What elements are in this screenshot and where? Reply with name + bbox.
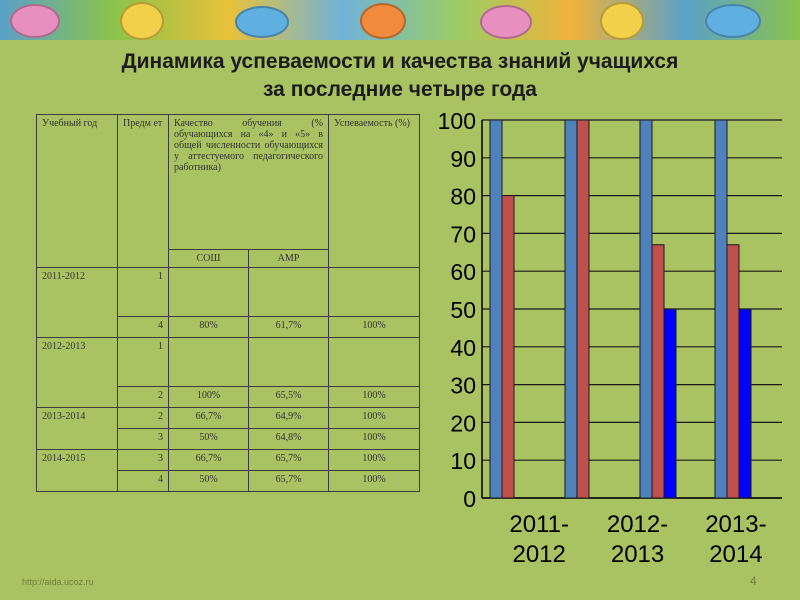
header-amr: АМР — [249, 250, 329, 268]
header-quality: Качество обучения (% обучающихся на «4» и «5» в общей численности обучающихся у аттестуемого педагогического работника) — [169, 115, 329, 250]
y-tick-label: 90 — [450, 145, 476, 172]
bar — [640, 120, 652, 498]
y-tick-label: 20 — [450, 410, 476, 437]
bar-chart — [424, 108, 794, 578]
cell-sosh — [169, 338, 249, 387]
title-line-2: за последние четыре года — [263, 78, 537, 101]
cell-amr — [249, 338, 329, 387]
egg-decoration — [600, 2, 644, 40]
cell-progress: 100% — [329, 317, 420, 338]
cell-subject: 2 — [118, 387, 169, 408]
cell-progress: 100% — [329, 450, 420, 471]
y-tick-label: 0 — [463, 486, 476, 512]
cell-sosh — [169, 268, 249, 317]
bar — [664, 309, 676, 498]
egg-decoration — [480, 5, 532, 39]
x-tick-label: 2014 — [709, 541, 763, 568]
header-subject: Предм ет — [118, 115, 169, 268]
cell-year: 2014-2015 — [37, 450, 118, 492]
bar — [715, 120, 727, 498]
egg-decoration — [120, 2, 164, 40]
egg-decoration — [705, 4, 761, 38]
cell-subject: 4 — [118, 317, 169, 338]
egg-decoration — [360, 3, 406, 39]
slide-title — [40, 48, 760, 104]
cell-sosh: 50% — [169, 429, 249, 450]
x-tick-label: 2011- — [509, 511, 569, 538]
bar — [739, 309, 751, 498]
results-table — [36, 114, 420, 492]
table-row — [37, 408, 420, 429]
bar — [652, 245, 664, 498]
cell-progress — [329, 338, 420, 387]
header-year: Учебный год — [37, 115, 118, 268]
x-tick-label: 2012 — [512, 541, 566, 568]
table-row — [37, 338, 420, 387]
cell-subject: 4 — [118, 471, 169, 492]
cell-year: 2011-2012 — [37, 268, 118, 338]
cell-progress — [329, 268, 420, 317]
cell-sosh: 66,7% — [169, 408, 249, 429]
bar — [490, 120, 502, 498]
y-tick-label: 10 — [450, 448, 476, 475]
title-line-1: Динамика успеваемости и качества знаний учащихся — [121, 50, 679, 73]
x-tick-label: 2013 — [610, 541, 665, 568]
table-row — [37, 268, 420, 317]
cell-sosh: 100% — [169, 387, 249, 408]
x-tick-label: 2013- — [705, 511, 767, 538]
egg-decoration — [10, 4, 60, 38]
header-progress: Успеваемость (%) — [329, 115, 420, 268]
x-tick-label: 2012- — [606, 511, 669, 538]
cell-subject: 3 — [118, 429, 169, 450]
y-tick-label: 40 — [450, 334, 476, 361]
table-header-row — [37, 115, 420, 250]
cell-subject: 1 — [118, 338, 169, 387]
cell-amr: 65,5% — [249, 387, 329, 408]
cell-progress: 100% — [329, 408, 420, 429]
cell-progress: 100% — [329, 471, 420, 492]
bar — [727, 245, 739, 498]
cell-amr: 64,8% — [249, 429, 329, 450]
cell-subject: 1 — [118, 268, 169, 317]
egg-decoration — [235, 6, 289, 38]
bar — [565, 120, 577, 498]
cell-year: 2013-2014 — [37, 408, 118, 450]
cell-subject: 3 — [118, 450, 169, 471]
y-tick-label: 70 — [450, 221, 476, 248]
cell-amr: 61,7% — [249, 317, 329, 338]
cell-amr: 65,7% — [249, 450, 329, 471]
page-number: 4 — [750, 574, 757, 588]
cell-sosh: 66,7% — [169, 450, 249, 471]
cell-subject: 2 — [118, 408, 169, 429]
cell-progress: 100% — [329, 429, 420, 450]
cell-amr — [249, 268, 329, 317]
bar — [577, 120, 589, 498]
y-tick-label: 100 — [437, 108, 476, 134]
decorative-banner — [0, 0, 800, 40]
cell-amr: 65,7% — [249, 471, 329, 492]
footer-url: http://aida.ucoz.ru — [22, 577, 94, 587]
cell-progress: 100% — [329, 387, 420, 408]
cell-amr: 64,9% — [249, 408, 329, 429]
cell-sosh: 80% — [169, 317, 249, 338]
y-tick-label: 30 — [450, 372, 476, 399]
y-tick-label: 80 — [450, 183, 476, 210]
y-tick-label: 50 — [450, 297, 476, 323]
bar — [502, 196, 514, 498]
cell-sosh: 50% — [169, 471, 249, 492]
cell-year: 2012-2013 — [37, 338, 118, 408]
y-tick-label: 60 — [450, 259, 476, 286]
table-row — [37, 450, 420, 471]
header-sosh: СОШ — [169, 250, 249, 268]
